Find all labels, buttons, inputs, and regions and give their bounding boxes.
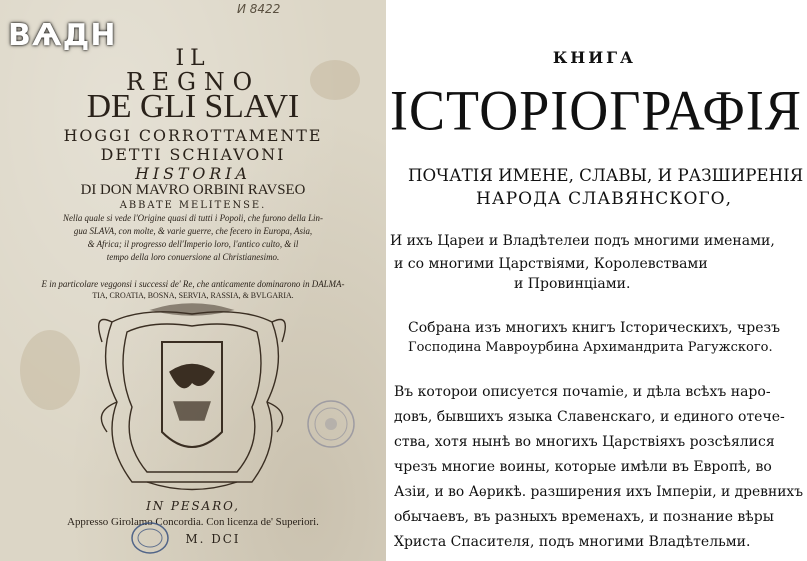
title-line: DE GLI SLAVI bbox=[86, 88, 300, 125]
subtitle-line: ПОЧАТІЯ ИМЕНЕ, СЛАВЫ, И РАЗШИРЕНІЯ bbox=[408, 166, 804, 186]
description-line: & Africa; il progresso dell'Imperio loro, l'antico culto, & il bbox=[87, 239, 299, 249]
italian-title-page bbox=[0, 0, 386, 561]
description-line: Nella quale si vede l'Origine quasi di tutti i Popoli, che furono della Lin- bbox=[63, 213, 323, 223]
kings-line: И ихъ Цареи и Владѣтелеи подъ многими именами, bbox=[390, 233, 775, 249]
logo: ВѦДН bbox=[8, 18, 117, 53]
description-line: tempo della loro conuersione al Christianesimo. bbox=[106, 252, 280, 262]
kniga-heading: КНИГА bbox=[552, 48, 636, 67]
author-title-line: ABBATE MELITENSE. bbox=[119, 200, 267, 211]
body-line: Христа Спасителя, подъ многими Владѣтельми. bbox=[394, 534, 751, 550]
title-line: IL bbox=[175, 46, 211, 71]
main-title: ІСТОРІОГРАФІЯ bbox=[390, 79, 802, 143]
shelf-mark: И 8422 bbox=[237, 2, 281, 16]
body-line: довъ, бывшихъ языка Славенскаго, и единого отече- bbox=[394, 409, 785, 425]
title-line: HISTORIA bbox=[135, 164, 251, 183]
author-line: DI DON MAVRO ORBINI RAVSEO bbox=[80, 182, 306, 198]
library-stamp-icon bbox=[305, 398, 357, 450]
imprint-year: M. DCI bbox=[185, 532, 241, 546]
author-line: Собрана изъ многихъ книгъ Історическихъ, чрезъ bbox=[408, 320, 781, 336]
coat-of-arms-icon bbox=[92, 302, 292, 497]
description-line: E in particolare veggonsi i successi de' Re, che anticamente dominarono in DALMA- bbox=[41, 279, 345, 289]
paper-stain bbox=[20, 330, 80, 410]
imprint-place: IN PESARO, bbox=[146, 499, 240, 513]
kings-line: и Провинціами. bbox=[514, 276, 631, 292]
title-line: REGNO bbox=[125, 68, 261, 96]
body-line: ства, хотя нынѣ во многихъ Царствіяхъ розсѣялися bbox=[394, 434, 775, 450]
body-line: Азіи, и во Аѳрикѣ. разширения ихъ Імперіи, и древнихъ bbox=[394, 484, 804, 500]
body-line: чрезъ многие воины, которые имѣли въ Европѣ, во bbox=[394, 459, 772, 475]
description-line: TIA, CROATIA, BOSNA, SERVIA, RASSIA, & BVLGARIA. bbox=[92, 291, 294, 300]
description-line: gua SLAVA, con molte, & varie guerre, che fecero in Europa, Asia, bbox=[73, 226, 313, 236]
title-line: HOGGI CORROTTAMENTE bbox=[63, 126, 323, 145]
library-stamp-icon bbox=[130, 521, 170, 555]
kings-line: и со многими Царствіями, Королевствами bbox=[394, 256, 708, 272]
subtitle-line: НАРОДА СЛАВЯНСКОГО, bbox=[476, 189, 732, 209]
imprint-printer: Appresso Girolamo Concordia. Con licenza de' Superiori. bbox=[67, 516, 319, 528]
body-line: обычаевъ, въ разныхъ временахъ, и познание вѣры bbox=[394, 509, 774, 525]
body-line: Въ которои описуется почаmie, и дѣла всѣхъ наро- bbox=[394, 384, 771, 400]
title-line: DETTI SCHIAVONI bbox=[100, 145, 286, 164]
russian-title-page bbox=[386, 0, 807, 561]
author-line: Господина Мавроурбина Архимандрита Рагужского. bbox=[408, 340, 773, 355]
